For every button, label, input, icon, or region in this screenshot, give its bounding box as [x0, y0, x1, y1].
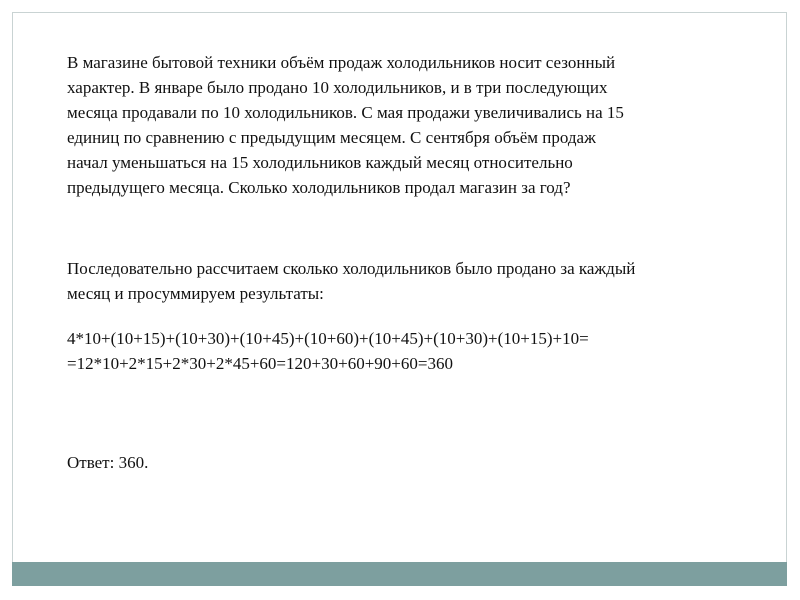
footer-bar	[12, 562, 787, 586]
answer-text: Ответ: 360.	[67, 453, 149, 472]
calculation	[67, 326, 767, 376]
calculation-line: =12*10+2*15+2*30+2*45+60=120+30+60+90+60=360	[67, 354, 453, 373]
slide-content	[67, 50, 757, 472]
problem-statement	[67, 50, 757, 200]
problem-line: единиц по сравнению с предыдущим месяцем. С сентября объём продаж	[67, 128, 596, 147]
solution-intro-line: Последовательно рассчитаем сколько холодильников было продано за каждый	[67, 259, 636, 278]
problem-line: месяца продавали по 10 холодильников. С мая продажи увеличивались на 15	[67, 103, 624, 122]
problem-line: предыдущего месяца. Сколько холодильников продал магазин за год?	[67, 178, 571, 197]
problem-line: В магазине бытовой техники объём продаж холодильников носит сезонный	[67, 53, 616, 72]
solution-intro-line: месяц и просуммируем результаты:	[67, 284, 324, 303]
problem-line: начал уменьшаться на 15 холодильников каждый месяц относительно	[67, 153, 573, 172]
problem-line: характер. В январе было продано 10 холодильников, и в три последующих	[67, 78, 608, 97]
calculation-line: 4*10+(10+15)+(10+30)+(10+45)+(10+60)+(10+45)+(10+30)+(10+15)+10=	[67, 329, 589, 348]
solution-intro	[67, 256, 757, 306]
